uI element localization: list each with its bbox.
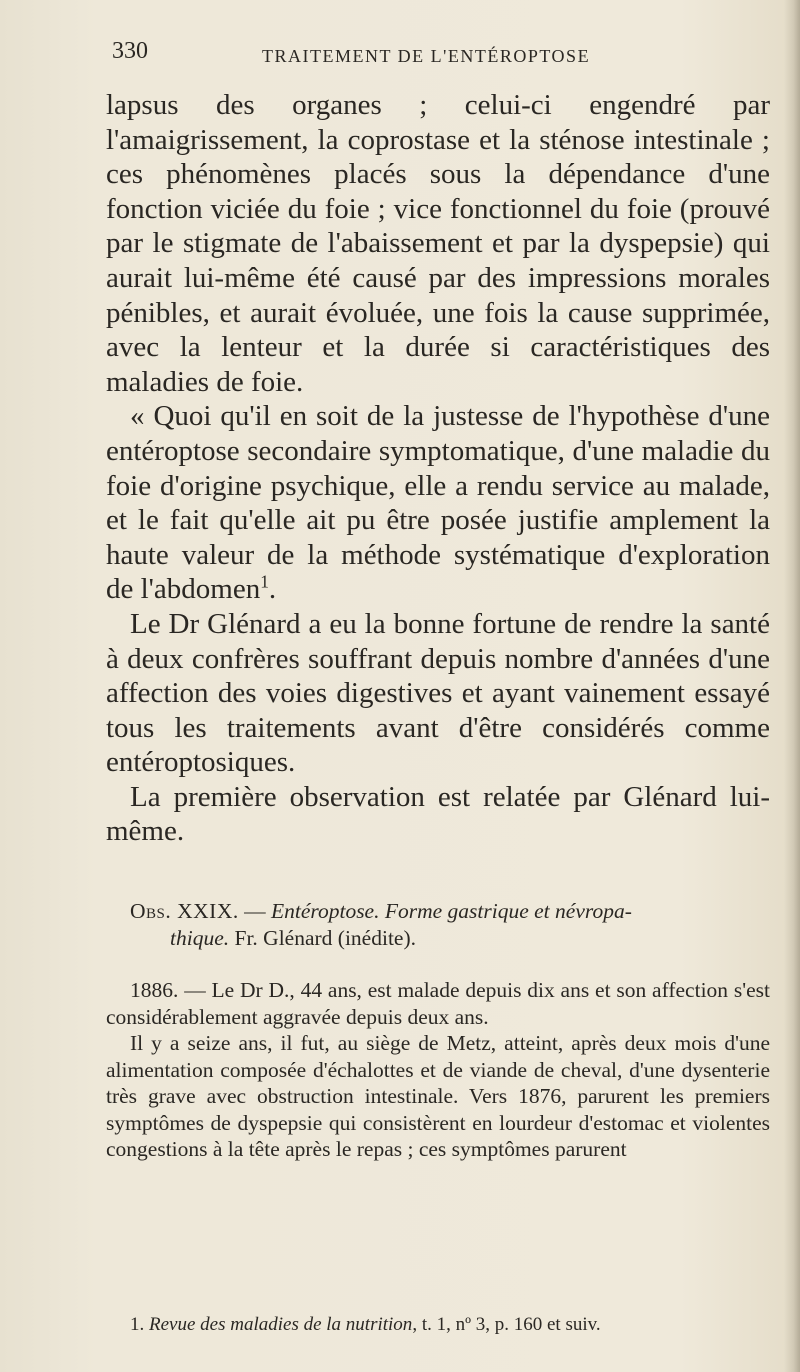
main-text	[106, 88, 770, 849]
footnote-ref: 1	[260, 571, 269, 592]
observation-title: Entéroptose. Forme gastrique et névropa-	[271, 899, 632, 923]
observation-author: Fr. Glénard (inédite).	[229, 925, 417, 950]
case-paragraph-2: Il y a seize ans, il fut, au siège de Metz, atteint, après deux mois d'une alimentation composée d'échalottes et de viande de cheval, d'une dysenterie très grave avec obstruction intestinale. Vers 1876, parurent les premiers symptômes de dyspepsie qui consistèrent en lourdeur d'estomac et violentes congestions à la tête après le repas ; ces symptômes parurent	[106, 1031, 770, 1161]
footnote-text	[106, 1314, 770, 1336]
observation-heading	[106, 898, 770, 925]
observation-block	[106, 898, 770, 1163]
observation-title-cont: thique.	[170, 925, 230, 950]
running-head: TRAITEMENT DE L'ENTÉROPTOSE	[262, 46, 591, 66]
footnote-source: Revue des maladies de la nutrition	[149, 1314, 413, 1335]
footnote	[106, 1314, 770, 1336]
paragraph-3: Le Dr Glénard a eu la bonne fortune de rendre la santé à deux confrères souffrant depuis nombre d'années d'une affection des voies digestives et ayant vainement essayé tous les traitements avant d'être considérés comme entéroptosiques.	[106, 607, 770, 779]
paragraph-2	[106, 399, 770, 607]
observation-label: Obs. XXIX.	[130, 899, 239, 923]
footnote-details: , t. 1, nº 3, p. 160 et suiv.	[412, 1314, 601, 1335]
case-paragraph-1: 1886. — Le Dr D., 44 ans, est malade depuis dix ans et son affection s'est considérablement aggravée depuis deux ans.	[106, 978, 770, 1029]
observation-dash: —	[238, 899, 271, 923]
paragraph-1: lapsus des organes ; celui-ci engendré par l'amaigrissement, la coprostase et la sténose intestinale ; ces phénomènes placés sous la dépendance d'une fonction viciée du foie ; vice fonctionnel du foie (prouvé par le stigmate de l'abaissement et par la dyspepsie) qui aurait lui-même été causé par des impressions morales pénibles, et aurait évoluée, une fois la cause supprimée, avec la lenteur et la durée si caractéristiques des maladies de foie.	[106, 89, 770, 398]
observation-heading-cont	[106, 925, 770, 952]
paragraph-4: La première observation est relatée par Glénard lui-même.	[106, 780, 770, 848]
page-number: 330	[112, 38, 148, 64]
page-edge-shadow	[784, 0, 800, 1372]
footnote-number: 1.	[130, 1314, 149, 1335]
spacer	[106, 951, 770, 977]
paragraph-2-text: « Quoi qu'il en soit de la justesse de l'hypothèse d'une entéroptose secondaire symptomatique, d'une maladie du foie d'origine psychique, elle a rendu service au malade, et le fait qu'elle ait pu être posée justifie amplement la haute valeur de la méthode systématique d'exploration de l'abdomen	[106, 400, 770, 606]
page-header	[112, 36, 772, 72]
paragraph-2-end: .	[268, 573, 277, 606]
